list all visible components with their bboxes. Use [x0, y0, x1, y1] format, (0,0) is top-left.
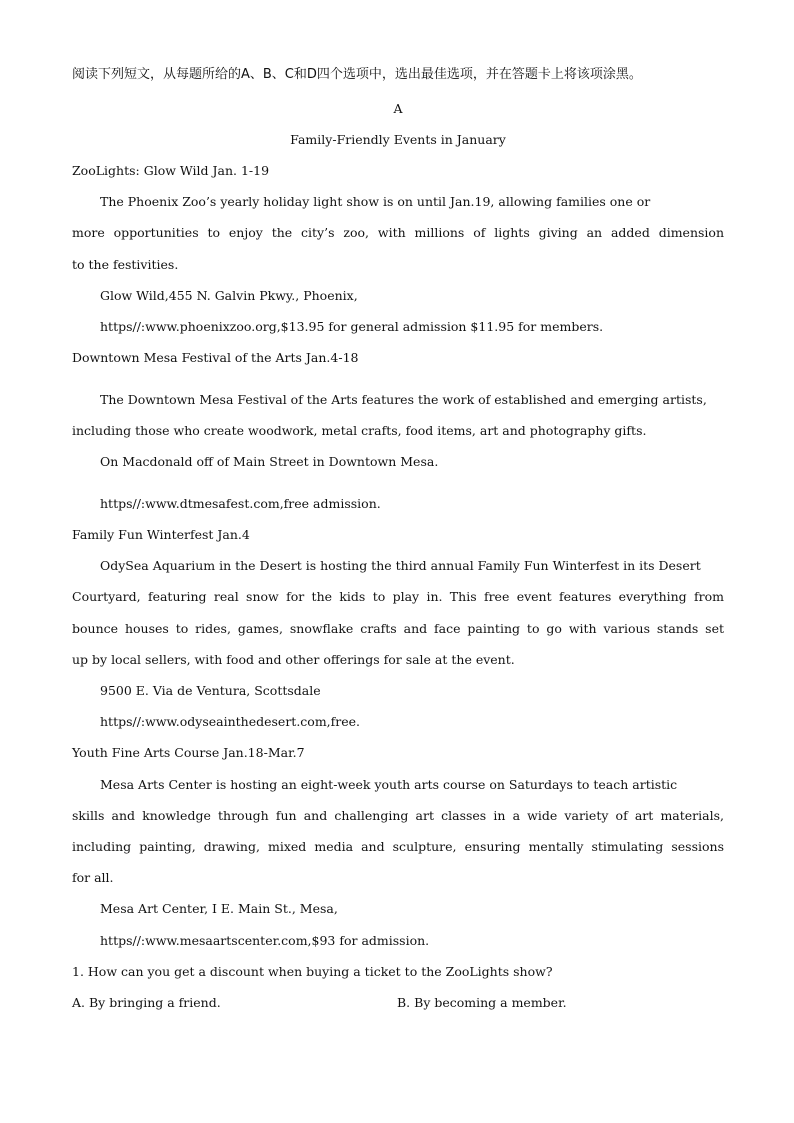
event-description-line: The Phoenix Zoo’s yearly holiday light show is on until Jan.19, allowing families one or	[100, 194, 651, 209]
event-info: https//:www.mesaartscenter.com,$93 for admission.	[100, 933, 430, 948]
event-info: https//:www.dtmesafest.com,free admission.	[100, 496, 381, 511]
option-b[interactable]: B. By becoming a member.	[397, 995, 567, 1010]
event-description-line: bounce houses to rides, games, snowflake crafts and face painting to go with various stands set	[72, 621, 724, 636]
section-letter: A	[393, 101, 403, 116]
event-heading: ZooLights: Glow Wild Jan. 1-19	[72, 163, 270, 178]
option-a[interactable]: A. By bringing a friend.	[72, 995, 221, 1010]
event-heading: Youth Fine Arts Course Jan.18-Mar.7	[72, 745, 305, 760]
event-description-line: The Downtown Mesa Festival of the Arts features the work of established and emerging artists,	[100, 392, 707, 407]
event-address: Glow Wild,455 N. Galvin Pkwy., Phoenix,	[100, 288, 358, 303]
event-description-line: OdySea Aquarium in the Desert is hosting the third annual Family Fun Winterfest in its Desert	[100, 558, 701, 573]
passage-title: Family-Friendly Events in January	[290, 132, 506, 147]
event-info: https//:www.phoenixzoo.org,$13.95 for general admission $11.95 for members.	[100, 319, 604, 334]
event-address: Mesa Art Center, I E. Main St., Mesa,	[100, 901, 338, 916]
event-description-line: including painting, drawing, mixed media and sculpture, ensuring mentally stimulating sessions	[72, 839, 724, 854]
question-text: 1. How can you get a discount when buying a ticket to the ZooLights show?	[72, 964, 553, 979]
event-info: https//:www.odyseainthedesert.com,free.	[100, 714, 361, 729]
event-address: 9500 E. Via de Ventura, Scottsdale	[100, 683, 321, 698]
event-description-line: skills and knowledge through fun and challenging art classes in a wide variety of art materials,	[72, 808, 724, 823]
event-description-line: Mesa Arts Center is hosting an eight-week youth arts course on Saturdays to teach artistic	[100, 777, 678, 792]
event-description-line: up by local sellers, with food and other offerings for sale at the event.	[72, 652, 515, 667]
event-description-line: to the festivities.	[72, 257, 179, 272]
event-heading: Downtown Mesa Festival of the Arts Jan.4-18	[72, 350, 359, 365]
event-description-line: for all.	[72, 870, 114, 885]
event-address: On Macdonald off of Main Street in Downtown Mesa.	[100, 454, 439, 469]
event-description-line: Courtyard, featuring real snow for the kids to play in. This free event features everything from	[72, 589, 724, 604]
event-heading: Family Fun Winterfest Jan.4	[72, 527, 250, 542]
instruction-text: 阅读下列短文，从每题所给的A、B、C和D四个选项中，选出最佳选项，并在答题卡上将该项涂黑。	[72, 67, 642, 82]
question-options-row	[72, 995, 724, 1011]
event-description-line: including those who create woodwork, metal crafts, food items, art and photography gifts.	[72, 423, 647, 438]
event-description-line: more opportunities to enjoy the city’s zoo, with millions of lights giving an added dimension	[72, 225, 724, 240]
